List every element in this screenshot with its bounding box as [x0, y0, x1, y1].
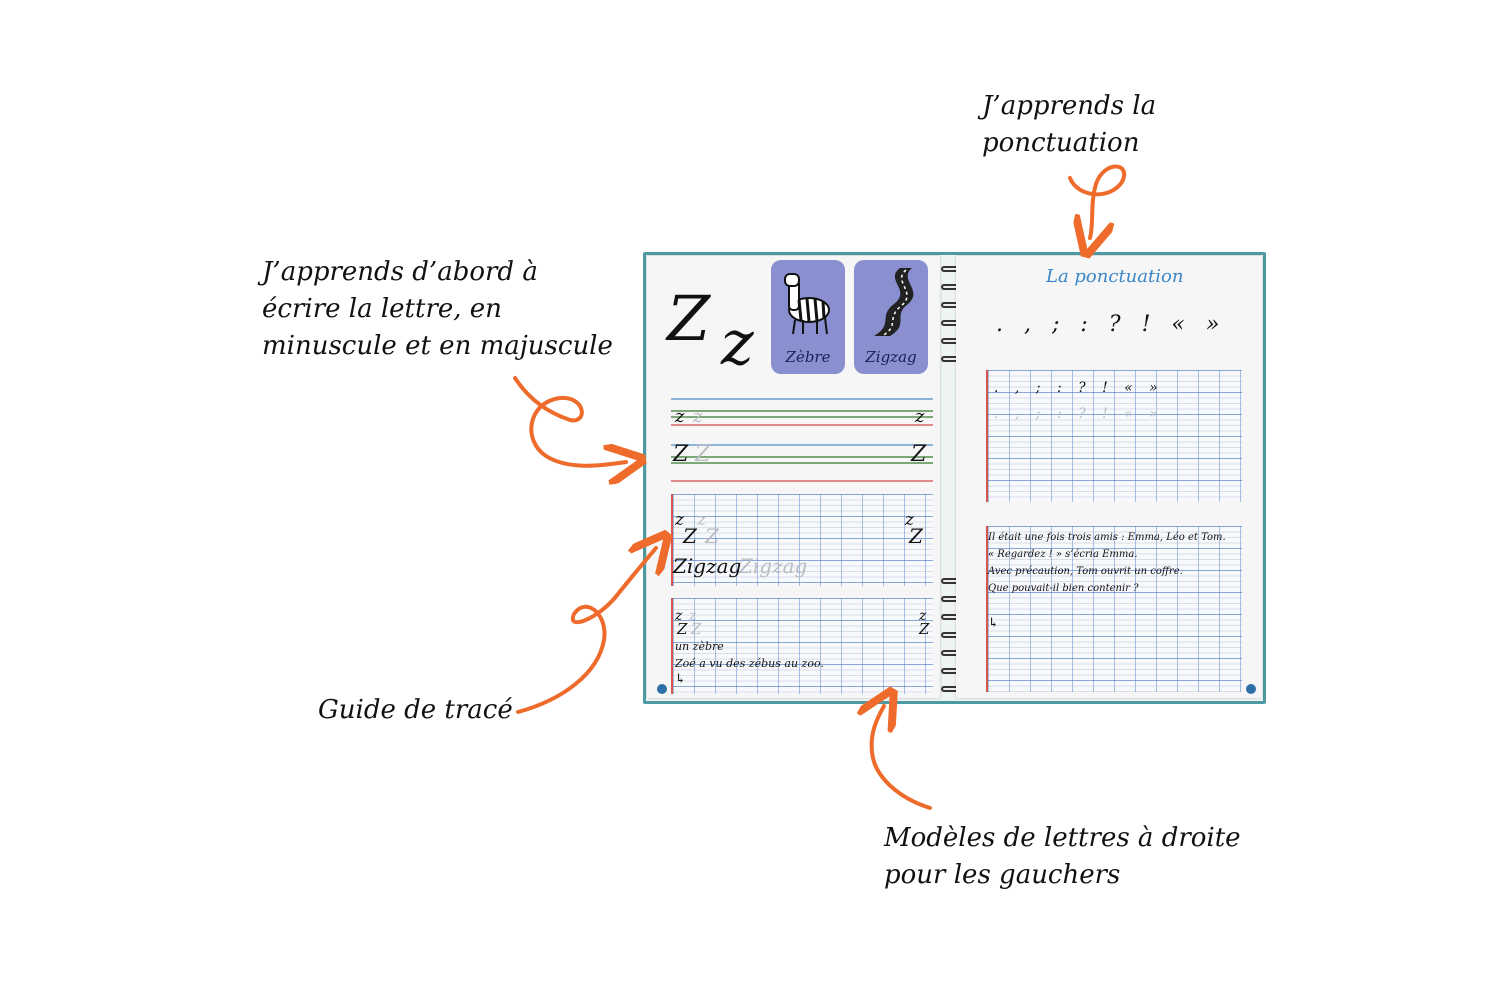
- card-label-zigzag: Zigzag: [865, 348, 917, 366]
- grid2-line1: un zèbre: [675, 640, 724, 653]
- arrow-to-guide: [518, 548, 656, 712]
- punctuation-marks: . , ; : ? ! « »: [996, 312, 1220, 337]
- big-lowercase-letter: z: [721, 306, 754, 379]
- grid2-line2: Zoé a vu des zébus au zoo.: [675, 657, 824, 670]
- trace-lower-guide: z: [693, 406, 703, 427]
- arrow-to-left-handed-models: [872, 706, 930, 808]
- grid1-word-guide: Zigzag: [739, 554, 808, 578]
- grid1-lower-model: z: [675, 510, 684, 530]
- card-label-zebre: Zèbre: [785, 348, 831, 366]
- trace-lower-model: z: [675, 406, 685, 427]
- page-title: La ponctuation: [1046, 266, 1184, 287]
- sentence-line-1: Il était une fois trois amis : Emma, Léo et Tom.: [988, 532, 1226, 543]
- return-arrow-icon: ↳: [675, 672, 686, 687]
- sentence-line-4: Que pouvait-il bien contenir ?: [988, 583, 1139, 594]
- trace-upper-guide: Z: [695, 442, 711, 467]
- sentence-line-2: « Regardez ! » s’écria Emma.: [988, 549, 1138, 560]
- trace-lower-right-model: z: [915, 406, 925, 427]
- annotation-left-handed: Modèles de lettres à droite pour les gauchers: [884, 823, 1241, 890]
- grid1-word-model: Zigzag: [673, 554, 742, 578]
- grid1-upper-guide: Z: [705, 524, 719, 548]
- annotation-punctuation: J’apprends la ponctuation: [982, 91, 1157, 158]
- arrow-to-letters: [515, 378, 626, 466]
- return-arrow-icon-right: ↳: [988, 616, 999, 631]
- grid2-lower-model: z: [675, 608, 683, 624]
- grid2-upper-model: Z: [677, 620, 688, 638]
- grid1-lower-right-model: z: [905, 510, 914, 530]
- annotation-guide: Guide de tracé: [318, 695, 513, 725]
- big-uppercase-letter: Z: [667, 282, 711, 355]
- grid2-upper-guide: Z: [691, 620, 702, 638]
- grid-marks-model: . , ; : ? ! « »: [994, 380, 1158, 396]
- grid2-upper-right-model: Z: [919, 620, 930, 638]
- grid2-lower-right-model: z: [919, 608, 927, 624]
- trace-upper-right-model: Z: [911, 442, 927, 467]
- annotation-alphabet: J’apprends d’abord à écrire la lettre, en minuscule et en majuscule: [262, 257, 613, 361]
- arrow-to-punctuation: [1070, 167, 1124, 239]
- trace-upper-model: Z: [673, 442, 689, 467]
- grid-marks-guide: . , ; : ? ! « »: [994, 406, 1158, 422]
- grid1-upper-model: Z: [683, 524, 697, 548]
- grid1-lower-guide: z: [697, 510, 706, 530]
- grid1-upper-right-model: Z: [909, 524, 923, 548]
- sentence-line-3: Avec précaution, Tom ouvrit un coffre.: [988, 566, 1183, 577]
- grid2-lower-guide: z: [689, 608, 697, 624]
